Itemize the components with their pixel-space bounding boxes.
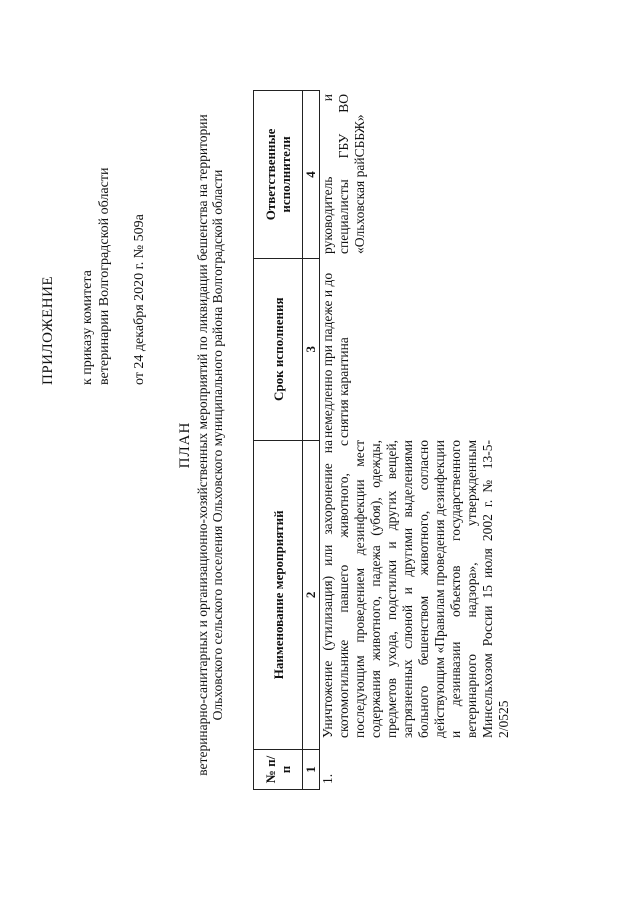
appendix-line-2: ветеринарии Волгоградской области xyxy=(97,167,112,385)
row-number: 1. xyxy=(320,773,335,784)
header-measure: Наименование мероприятий xyxy=(254,440,303,749)
appendix-date: от 24 декабря 2020 г. № 509а xyxy=(132,214,147,385)
header-term: Срок исполнения xyxy=(254,258,303,440)
appendix-line-1: к приказу комитета xyxy=(80,270,95,385)
plan-subtitle-line-2: Ольховского сельского поселения Ольховского муниципального района Волгоградской области xyxy=(210,169,225,721)
plan-table xyxy=(253,90,320,790)
plan-subtitle-line-1: ветеринарно-санитарных и организационно-хозяйственных мероприятий по ликвидации бешенства на территории xyxy=(195,114,210,776)
header-responsible: Ответственные исполнители xyxy=(254,91,303,259)
row-term: немедленно при падеже и до снятия карантина xyxy=(320,272,351,438)
column-number-3: 3 xyxy=(303,258,320,440)
row-measure: Уничтожение (утилизация) или захоронение на скотомогильнике павшего животного, с последующим проведением дезинфекции мест содержания животного, падежа (убоя), одежды, предметов ухода, подстилки и других вещей, загрязненных слюной и другими выделениями больного бешенством животного, согласно действующим «Правилам проведения дезинфекции и дезинвазии объектов государственного ветеринарного надзора», утвержденным Минсельхозом России 15 июля 2002 г. № 13-5-2/0525 xyxy=(320,440,511,738)
header-number: № п/п xyxy=(254,750,303,790)
row-responsible: руководитель и специалисты ГБУ ВО «Ольховская райСББЖ» xyxy=(320,94,367,254)
plan-title: ПЛАН xyxy=(177,421,193,469)
column-number-4: 4 xyxy=(303,91,320,259)
appendix-title: ПРИЛОЖЕНИЕ xyxy=(40,275,56,385)
plan-heading xyxy=(178,65,225,825)
column-number-2: 2 xyxy=(303,440,320,749)
table-header-row xyxy=(254,91,303,790)
appendix-block xyxy=(40,25,148,385)
table-number-row xyxy=(303,91,320,790)
column-number-1: 1 xyxy=(303,750,320,790)
